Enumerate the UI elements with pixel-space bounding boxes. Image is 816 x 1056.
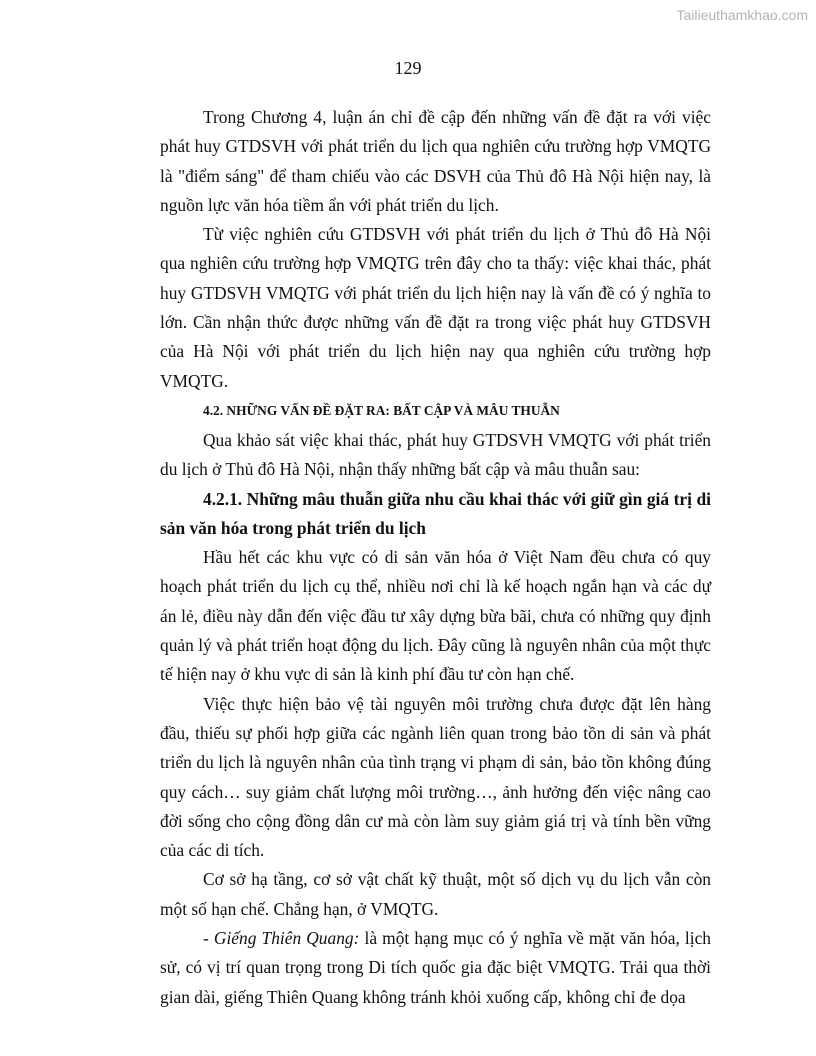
paragraph-planning: Hầu hết các khu vực có di sản văn hóa ở Việt Nam đều chưa có quy hoạch phát triển du lịch cụ thể, nhiều nơi chỉ là kế hoạch ngắn hạn và các dự án lẻ, điều này dẫn đến việc đầu tư xây dựng bừa bãi, chưa có những quy định quản lý và phát triển hoạt động du lịch. Đây cũng là nguyên nhân của một thực tế hiện nay ở khu vực di sản là kinh phí đầu tư còn hạn chế. bbox=[160, 547, 711, 685]
dash-prefix: - bbox=[203, 928, 214, 949]
paragraph-thien-quang-well bbox=[160, 924, 711, 1012]
paragraph-infrastructure: Cơ sở hạ tầng, cơ sở vật chất kỹ thuật, một số dịch vụ du lịch vẫn còn một số hạn chế. Chẳng hạn, ở VMQTG. bbox=[160, 869, 711, 919]
paragraph-survey: Qua khảo sát việc khai thác, phát huy GTDSVH VMQTG với phát triển du lịch ở Thủ đô Hà Nội, nhận thấy những bất cập và mâu thuẫn sau: bbox=[160, 429, 711, 480]
watermark: Tailieuthamkhao.com bbox=[676, 7, 808, 23]
subsection-heading: 4.2.1. Những mâu thuẫn giữa nhu cầu khai thác với giữ gìn giá trị di sản văn hóa trong phát triển du lịch bbox=[160, 488, 711, 538]
paragraph-research: Từ việc nghiên cứu GTDSVH với phát triển du lịch ở Thủ đô Hà Nội qua nghiên cứu trường hợp VMQTG trên đây cho ta thấy: việc khai thác, phát huy GTDSVH VMQTG với phát triển du lịch hiện nay là vấn đề có ý nghĩa to lớn. Cần nhận thức được những vấn đề đặt ra trong việc phát huy GTDSVH của Hà Nội với phát triển du lịch hiện nay qua nghiên cứu trường hợp VMQTG. bbox=[160, 224, 711, 391]
paragraph-environment: Việc thực hiện bảo vệ tài nguyên môi trường chưa được đặt lên hàng đầu, thiếu sự phối hợp giữa các ngành liên quan trong bảo tồn di sản và phát triển du lịch là nguyên nhân của tình trạng vi phạm di sản, bảo tồn không đúng quy cách… suy giảm chất lượng môi trường…, ảnh hưởng đến việc nâng cao đời sống cho cộng đồng dân cư mà còn làm suy giảm giá trị và tính bền vững của các di tích. bbox=[160, 693, 711, 861]
paragraph-intro: Trong Chương 4, luận án chỉ đề cập đến những vấn đề đặt ra với việc phát huy GTDSVH với phát triển du lịch qua nghiên cứu trường hợp VMQTG là "điểm sáng" để tham chiếu vào các DSVH của Thủ đô Hà Nội hiện nay, là nguồn lực văn hóa tiềm ẩn với phát triển du lịch. bbox=[160, 107, 711, 215]
document-body bbox=[160, 103, 711, 1012]
well-name: Giếng Thiên Quang: bbox=[213, 928, 360, 949]
section-heading: 4.2. NHỮNG VẤN ĐỀ ĐẶT RA: BẤT CẬP VÀ MÂU THUẪN bbox=[203, 402, 560, 418]
well-description: là một hạng mục có ý nghĩa về mặt văn hóa, lịch sử, có vị trí quan trọng trong Di tích quốc gia đặc biệt VMQTG. Trải qua thời gian dài, giếng Thiên Quang không tránh khỏi xuống cấp, không chỉ đe dọa bbox=[160, 928, 711, 1007]
page-number: 129 bbox=[394, 58, 422, 78]
